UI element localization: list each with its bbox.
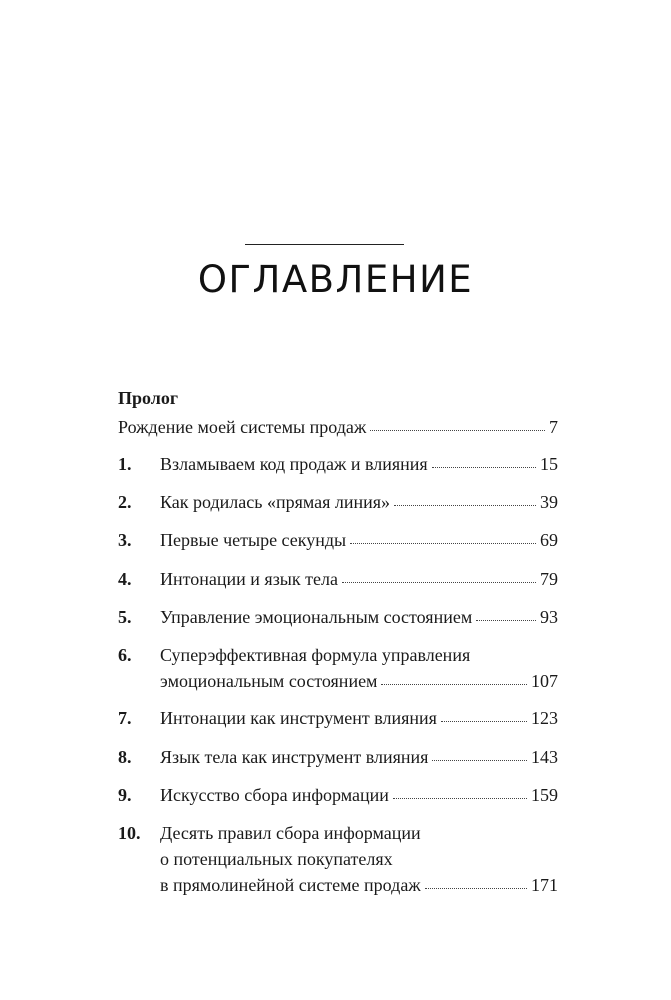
dot-leader xyxy=(381,680,527,685)
chapter-number: 2. xyxy=(118,492,132,512)
page-number: 143 xyxy=(531,747,558,767)
page-number: 69 xyxy=(540,530,558,550)
prolog-heading: Пролог xyxy=(118,388,179,408)
chapter-number: 10. xyxy=(118,823,141,843)
page-title: ОГЛАВЛЕНИЕ xyxy=(197,258,474,301)
entry-title: Как родилась «прямая линия» xyxy=(160,492,391,512)
dot-leader xyxy=(393,794,527,799)
entry-title: Интонации как инструмент влияния xyxy=(160,708,437,728)
page-number: 159 xyxy=(531,785,558,805)
chapter-number: 9. xyxy=(118,785,132,805)
dot-leader xyxy=(370,426,545,431)
page-number: 123 xyxy=(531,708,558,728)
page-number: 15 xyxy=(540,454,558,474)
entry-title: Суперэффективная формула управления xyxy=(160,645,471,665)
dot-leader xyxy=(350,539,536,544)
entry-title-continued: эмоциональным состоянием xyxy=(160,671,378,691)
title-rule xyxy=(245,244,404,245)
entry-title: Десять правил сбора информации xyxy=(160,823,421,843)
page-number: 39 xyxy=(540,492,558,512)
entry-title: Первые четыре секунды xyxy=(160,530,347,550)
page-number: 107 xyxy=(531,671,558,691)
dot-leader xyxy=(476,616,536,621)
entry-title: Управление эмоциональным состоянием xyxy=(160,607,473,627)
chapter-number: 7. xyxy=(118,708,132,728)
dot-leader xyxy=(342,578,536,583)
dot-leader xyxy=(432,756,527,761)
page-number: 79 xyxy=(540,569,558,589)
dot-leader xyxy=(394,501,536,506)
entry-title-continued: в прямолинейной системе продаж xyxy=(160,875,421,895)
chapter-number: 1. xyxy=(118,454,132,474)
entry-title: Язык тела как инструмент влияния xyxy=(160,747,429,767)
entry-title: Рождение моей системы продаж xyxy=(118,417,367,437)
chapter-number: 6. xyxy=(118,645,132,665)
chapter-number: 3. xyxy=(118,530,132,550)
entry-title: Интонации и язык тела xyxy=(160,569,338,589)
page-number: 93 xyxy=(540,607,558,627)
page-number: 7 xyxy=(549,417,558,437)
dot-leader xyxy=(432,463,536,468)
entry-title-continued: о потенциальных покупателях xyxy=(160,849,393,869)
dot-leader xyxy=(441,717,527,722)
chapter-number: 4. xyxy=(118,569,132,589)
entry-title: Искусство сбора информации xyxy=(160,785,389,805)
entry-title: Взламываем код продаж и влияния xyxy=(160,454,428,474)
chapter-number: 8. xyxy=(118,747,132,767)
dot-leader xyxy=(425,884,527,889)
chapter-number: 5. xyxy=(118,607,132,627)
page-number: 171 xyxy=(531,875,558,895)
